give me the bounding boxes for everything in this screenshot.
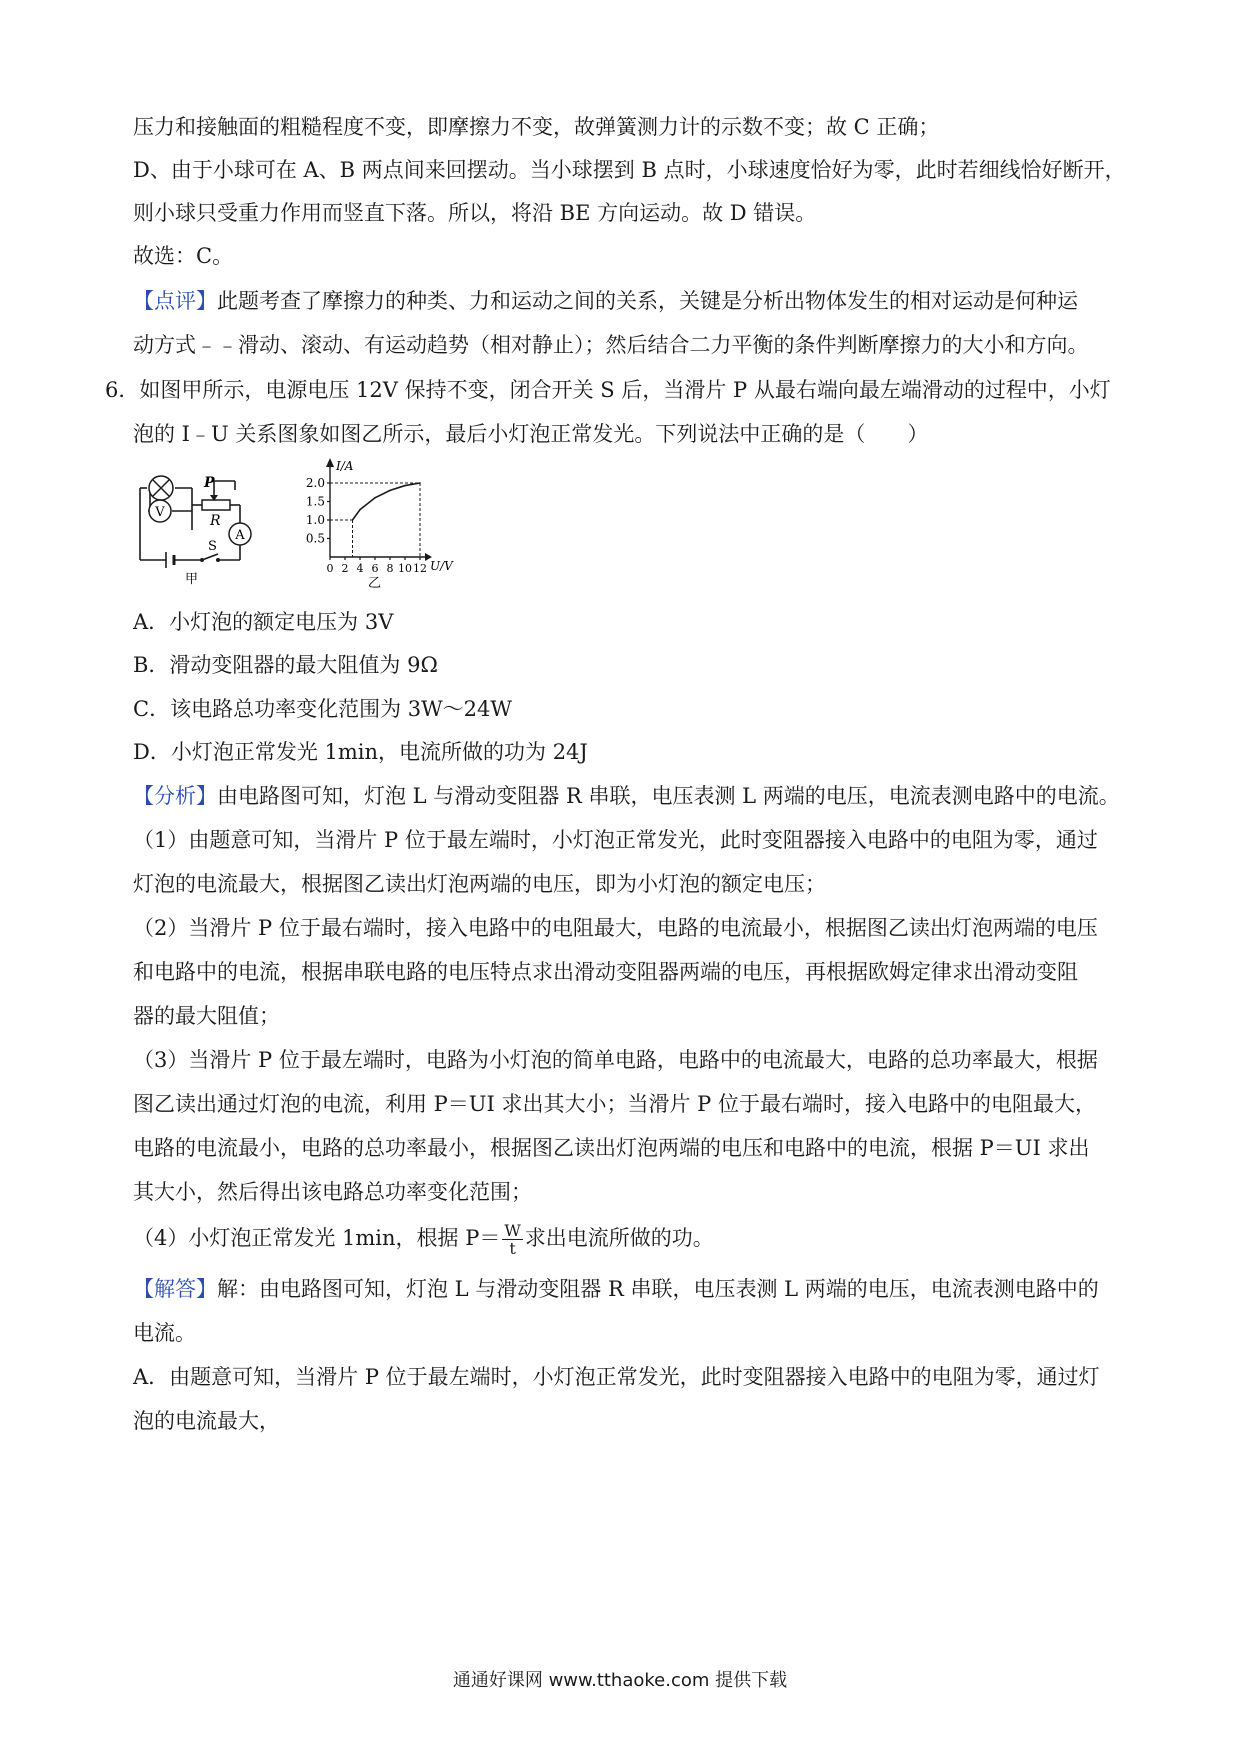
- option-b: B．滑动变阻器的最大阻值为 9Ω: [133, 653, 438, 677]
- graph-caption: 乙: [368, 576, 382, 591]
- iu-point: [352, 519, 354, 521]
- y-tick-label: 0.5: [305, 531, 325, 546]
- analysis-p1-b: 灯泡的电流最大，根据图乙读出灯泡两端的电压，即为小灯泡的额定电压；: [133, 872, 826, 896]
- analysis-p1-a: （1）由题意可知，当滑片 P 位于最左端时，小灯泡正常发光，此时变阻器接入电路中的电阻为零，通过: [133, 828, 1098, 852]
- x-tick-label: 6: [371, 562, 379, 575]
- page-footer: 通通好课网 www.tthaoke.com 提供下载: [452, 1670, 788, 1691]
- comment-text-1: 此题考查了摩擦力的种类、力和运动之间的关系，关键是分析出物体发生的相对运动是何种运: [217, 289, 1078, 313]
- y-tick-label: 1.5: [305, 494, 325, 509]
- iu-graph: [290, 445, 460, 595]
- x-tick-label: 0: [326, 562, 334, 575]
- iu-point: [404, 485, 406, 487]
- lamp-symbol: [149, 476, 173, 500]
- rheostat-symbol: [202, 500, 230, 510]
- x-tick-label: 8: [386, 562, 394, 575]
- x-axis-label: U/V: [430, 559, 453, 573]
- answer-line-2: 电流。: [133, 1321, 196, 1345]
- iu-point: [389, 490, 391, 492]
- circuit-diagram: [130, 455, 270, 585]
- iu-point: [374, 497, 376, 499]
- iu-point: [359, 509, 361, 511]
- iu-point: [419, 482, 421, 484]
- graph-axes: [330, 465, 425, 557]
- x-tick-label: 2: [341, 562, 349, 575]
- work-formula-fraction: [502, 1222, 522, 1257]
- y-tick-label: 2.0: [305, 476, 325, 490]
- answer-line-3: A．由题意可知，当滑片 P 位于最左端时，小灯泡正常发光，此时变阻器接入电路中的电阻为零，通过灯: [133, 1365, 1100, 1389]
- intro-line-1: 压力和接触面的粗糙程度不变，即摩擦力不变，故弹簧测力计的示数不变；故 C 正确；: [133, 115, 940, 139]
- answer-text-1: 解：由电路图可知，灯泡 L 与滑动变阻器 R 串联，电压表测 L 两端的电压，电流表测电路中的: [217, 1277, 1099, 1301]
- analysis-p3-c: 电路的电流最小，电路的总功率最小，根据图乙读出灯泡两端的电压和电路中的电流，根据 P＝UI 求出: [133, 1136, 1090, 1160]
- voltmeter-symbol: [149, 500, 171, 522]
- intro-line-3: 则小球只受重力作用而竖直下落。所以，将沿 BE 方向运动。故 D 错误。: [133, 201, 817, 225]
- label-p: P: [204, 475, 215, 491]
- svg-text:A: A: [235, 528, 245, 543]
- option-c: C．该电路总功率变化范围为 3W～24W: [133, 697, 512, 721]
- svg-text:V: V: [155, 505, 165, 520]
- answer-line-1: [133, 1274, 1099, 1304]
- label-s: S: [208, 539, 217, 554]
- analysis-p2-c: 器的最大阻值；: [133, 1004, 280, 1028]
- iu-curve: [353, 483, 421, 520]
- intro-line-4: 故选：C。: [133, 244, 234, 268]
- question-line-1: 6．如图甲所示，电源电压 12V 保持不变，闭合开关 S 后，当滑片 P 从最右端向最左端滑动的过程中，小灯: [105, 378, 1111, 402]
- ammeter-symbol: [229, 523, 251, 545]
- comment-line-1: [133, 286, 1078, 316]
- circuit-caption: 甲: [185, 572, 199, 585]
- analysis-p2-a: （2）当滑片 P 位于最右端时，接入电路中的电阻最大，电路的电流最小，根据图乙读出灯泡两端的电压: [133, 916, 1098, 940]
- comment-line-2: 动方式﹣﹣滑动、滚动、有运动趋势（相对静止）；然后结合二力平衡的条件判断摩擦力的大小和方向。: [133, 333, 1089, 357]
- x-tick-label: 10: [398, 562, 412, 575]
- answer-line-4: 泡的电流最大，: [133, 1409, 280, 1433]
- analysis-p3-a: （3）当滑片 P 位于最左端时，电路为小灯泡的简单电路，电路中的电流最大，电路的总功率最大，根据: [133, 1048, 1098, 1072]
- question-line-2: 泡的 I﹣U 关系图象如图乙所示，最后小灯泡正常发光。下列说法中正确的是（ ）: [133, 422, 929, 446]
- answer-tag: 【解答】: [133, 1277, 217, 1301]
- label-r: R: [210, 513, 221, 529]
- y-axis-label: I/A: [336, 459, 354, 473]
- comment-tag: 【点评】: [133, 289, 217, 313]
- analysis-text-0: 由电路图可知，灯泡 L 与滑动变阻器 R 串联，电压表测 L 两端的电压，电流表测电路中的电流。: [217, 784, 1120, 808]
- analysis-tag: 【分析】: [133, 784, 217, 808]
- fraction-numerator: W: [504, 1221, 521, 1240]
- analysis-p2-b: 和电路中的电流，根据串联电路的电压特点求出滑动变阻器两端的电压，再根据欧姆定律求出滑动变阻: [133, 960, 1078, 984]
- intro-line-2: D、由于小球可在 A、B 两点间来回摆动。当小球摆到 B 点时，小球速度恰好为零，此时若细线恰好断开，: [133, 158, 1126, 182]
- fraction-denominator: t: [509, 1239, 516, 1258]
- battery-symbol: [166, 552, 174, 568]
- analysis-p4-post: 求出电流所做的功。: [524, 1226, 714, 1250]
- option-d: D．小灯泡正常发光 1min，电流所做的功为 24J: [133, 740, 588, 764]
- analysis-p3-b: 图乙读出通过灯泡的电流，利用 P＝UI 求出其大小；当滑片 P 位于最右端时，接入电路中的电阻最大，: [133, 1092, 1096, 1116]
- x-tick-label: 4: [356, 562, 364, 575]
- analysis-line-0: [133, 781, 1120, 811]
- x-tick-label: 12: [413, 562, 427, 575]
- option-a: A．小灯泡的额定电压为 3V: [133, 610, 394, 634]
- analysis-p4: [133, 1218, 714, 1258]
- analysis-p4-pre: （4）小灯泡正常发光 1min，根据 P＝: [133, 1226, 501, 1250]
- analysis-p3-d: 其大小，然后得出该电路总功率变化范围；: [133, 1180, 532, 1204]
- y-tick-label: 1.0: [305, 513, 325, 527]
